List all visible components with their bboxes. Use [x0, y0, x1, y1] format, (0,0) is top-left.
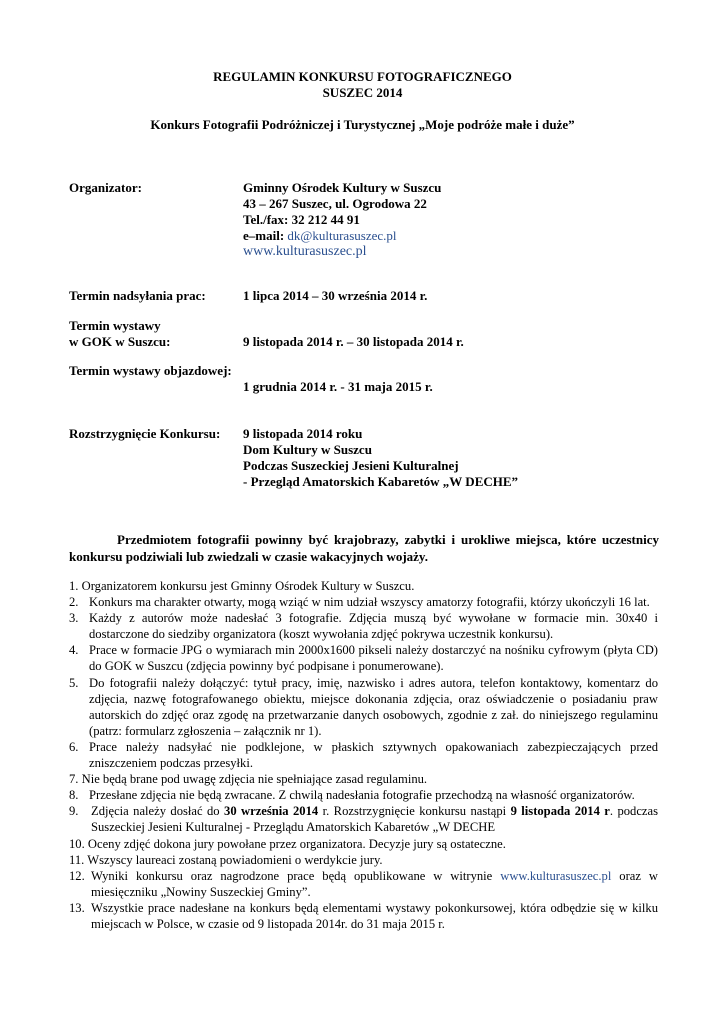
- contest-subtitle: Konkurs Fotografii Podróżniczej i Turystycznej „Moje podróże małe i duże”: [150, 117, 575, 132]
- organizer-email-row: [243, 228, 397, 244]
- list-item: 4. Prace w formacie JPG o wymiarach min 2000x1600 pikseli należy dostarczyć na nośniku cyfrowym (płyta CD) do GOK w Suszcu (zdjęcia powinny być podpisane i ponumerowane).: [69, 643, 658, 674]
- results-cabaret: - Przegląd Amatorskich Kabaretów „W DECHE”: [243, 474, 519, 489]
- list-item: 13. Wszystkie prace nadesłane na konkurs będą elementami wystawy pokonkursowej, która odbędzie się w kilku miejscach w Polsce, w czasie od 9 listopada 2014r. do 31 maja 2015 r.: [69, 900, 658, 931]
- exhibition-label-1: Termin wystawy: [69, 318, 161, 333]
- list-item: 7. Nie będą brane pod uwagę zdjęcia nie spełniające zasad regulaminu.: [69, 772, 428, 787]
- list-item: 9. Zdjęcia należy dosłać do 30 września 2014 r. Rozstrzygnięcie konkursu nastąpi 9 listopada 2014 r. podczas Suszeckiej Jesieni Kulturalnej - Przeglądu Amatorskich Kabaretów „W DECHE: [69, 804, 659, 835]
- document-title: REGULAMIN KONKURSU FOTOGRAFICZNEGO: [213, 69, 512, 84]
- results-date: 9 listopada 2014 roku: [243, 426, 363, 441]
- exhibition-label-2: w GOK w Suszcu:: [69, 334, 171, 349]
- list-item: 3. Każdy z autorów może nadesłać 3 fotografie. Zdjęcia muszą być wywołane w formacie min. 30x40 i dostarczone do siedziby organizatora (koszt wywołania zdjęć pokrywa uczestnik konkursu).: [69, 611, 658, 642]
- touring-label: Termin wystawy objazdowej:: [69, 363, 232, 378]
- website-link[interactable]: www.kulturasuszec.pl: [243, 244, 367, 259]
- results-place: Dom Kultury w Suszcu: [243, 442, 372, 457]
- list-item: 5. Do fotografii należy dołączyć: tytuł pracy, imię, nazwisko i adres autora, telefon kontaktowy, komentarz do zdjęcia, nazwę fotografowanego obiektu, miejsce dokonania zdjęcia, oraz oświadczenie o posiadaniu praw autorskich do zdjęć oraz zgodę na przetwarzanie danych osobowych, zgodnie z zał. do niniejszego regulaminu (patrz: formularz zgłoszenia – załącznik nr 1).: [69, 675, 658, 738]
- organizer-phone: Tel./fax: 32 212 44 91: [243, 212, 360, 227]
- list-item: 8. Przesłane zdjęcia nie będą zwracane. Z chwilą nadesłania fotografie przechodzą na własność organizatorów.: [69, 788, 635, 803]
- list-item: 2. Konkurs ma charakter otwarty, mogą wziąć w nim udział wszyscy amatorzy fotografii, którzy ukończyli 16 lat.: [69, 595, 650, 610]
- results-event: Podczas Suszeckiej Jesieni Kulturalnej: [243, 458, 459, 473]
- list-item: 6. Prace należy nadsyłać nie podklejone, w płaskich sztywnych opakowaniach zabezpieczających przed zniszczeniem podczas przesyłki.: [69, 739, 658, 771]
- list-item: 10. Oceny zdjęć dokona jury powołane przez organizatora. Decyzje jury są ostateczne.: [69, 836, 506, 851]
- organizer-website-row: [243, 244, 367, 260]
- exhibition-value: 9 listopada 2014 r. – 30 listopada 2014 r.: [243, 334, 464, 349]
- results-website-link[interactable]: www.kulturasuszec.pl: [500, 868, 612, 883]
- email-label: e–mail:: [243, 228, 285, 243]
- results-label: Rozstrzygnięcie Konkursu:: [69, 426, 221, 441]
- organizer-label: Organizator:: [69, 180, 142, 195]
- organizer-name: Gminny Ośrodek Kultury w Suszcu: [243, 180, 442, 195]
- rules-list: [69, 578, 658, 932]
- list-item: 1. Organizatorem konkursu jest Gminny Ośrodek Kultury w Suszcu.: [69, 579, 415, 593]
- organizer-address: 43 – 267 Suszec, ul. Ogrodowa 22: [243, 196, 427, 211]
- intro-paragraph: Przedmiotem fotografii powinny być krajobrazy, zabytki i urokliwe miejsca, które uczestnicy konkursu podziwiali lub zwiedzali w czasie wakacyjnych wojaży.: [69, 532, 659, 564]
- deadline-value: 1 lipca 2014 – 30 września 2014 r.: [243, 288, 428, 303]
- list-item: 11. Wszyscy laureaci zostaną powiadomieni o werdykcie jury.: [69, 852, 383, 867]
- deadline-label: Termin nadsyłania prac:: [69, 288, 206, 303]
- email-link[interactable]: dk@kulturasuszec.pl: [287, 228, 397, 243]
- touring-value: 1 grudnia 2014 r. - 31 maja 2015 r.: [243, 379, 433, 394]
- document-year: SUSZEC 2014: [322, 85, 403, 100]
- list-item: 12. Wyniki konkursu oraz nagrodzone prace będą opublikowane w witrynie www.kulturasuszec.pl oraz w miesięczniku „Nowiny Suszeckiej Gminy”.: [69, 868, 659, 899]
